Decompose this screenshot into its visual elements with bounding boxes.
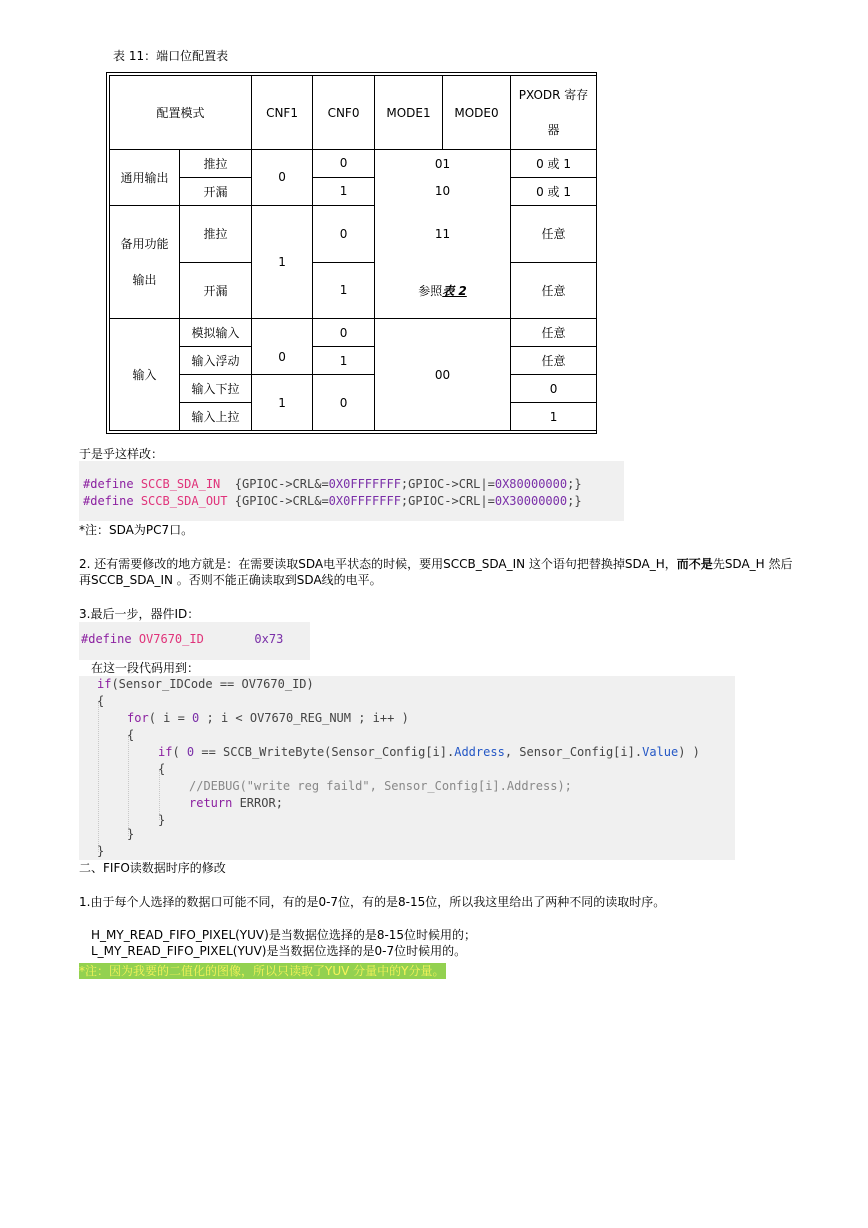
code-text: ;} xyxy=(567,477,582,491)
indent-guide xyxy=(98,702,99,852)
row-open-drain: 开漏 xyxy=(180,177,252,205)
define-keyword: #define xyxy=(81,632,132,646)
cell-cnf1-out: 0 xyxy=(252,150,313,206)
paragraph-2-line1 xyxy=(79,556,793,572)
cell-cnf0-alt-od: 1 xyxy=(313,262,375,319)
code-number: 0 xyxy=(192,711,200,725)
cell-odr-pullup: 1 xyxy=(511,403,597,431)
code-line-sda-in xyxy=(83,476,582,493)
header-mode1: MODE1 xyxy=(375,76,443,150)
code-text: (Sensor_IDCode == OV7670_ID) xyxy=(111,677,314,691)
code-field: Address xyxy=(454,745,505,759)
code-text: ;GPIOC->CRL|= xyxy=(400,477,495,491)
indent-guide xyxy=(128,736,129,836)
cell-cnf1-alt: 1 xyxy=(252,205,313,318)
table-2-link[interactable]: 表 2 xyxy=(442,283,467,298)
device-id-value: 0x73 xyxy=(254,632,284,646)
code-text: == SCCB_WriteByte(Sensor_Config[i]. xyxy=(194,745,455,759)
cell-odr-pulldown: 0 xyxy=(511,375,597,403)
paragraph-3: 3.最后一步，器件ID： xyxy=(79,607,200,621)
code-text: ERROR; xyxy=(232,796,283,810)
code-block-device-id xyxy=(79,622,310,660)
header-mode: 配置模式 xyxy=(110,76,252,150)
cell-cnf0-analog: 0 xyxy=(313,319,375,347)
row-alt-push-pull: 推拉 xyxy=(180,205,252,262)
cell-odr-alt-od: 任意 xyxy=(511,262,597,319)
code-text: ( i = xyxy=(148,711,193,725)
code-block-sda xyxy=(79,461,624,521)
code-keyword: for xyxy=(127,711,149,725)
row-pullup-in: 输入上拉 xyxy=(180,403,252,431)
l-macro-text: L_MY_READ_FIFO_PIXEL(YUV)是当数据位选择的是0-7位时候用的。 xyxy=(91,944,467,958)
port-config-table xyxy=(106,72,597,434)
code-number: 0X0FFFFFFF xyxy=(328,477,401,491)
cell-cnf1-in-b: 1 xyxy=(252,375,313,431)
define-keyword: #define xyxy=(83,494,134,508)
row-analog-in: 模拟输入 xyxy=(180,319,252,347)
cell-cnf0-alt-pp: 0 xyxy=(313,205,375,262)
code-keyword: if xyxy=(158,745,173,759)
code-line-sda-out xyxy=(83,493,582,510)
group-input: 输入 xyxy=(110,319,180,431)
code-text: ;} xyxy=(567,494,582,508)
code-number: 0X30000000 xyxy=(494,494,568,508)
cell-odr-float: 任意 xyxy=(511,347,597,375)
code-field: Value xyxy=(642,745,679,759)
paragraph-2-line2: 再SCCB_SDA_IN 。否则不能正确读取到SDA线的电平。 xyxy=(79,573,382,587)
code-number: 0X0FFFFFFF xyxy=(328,494,401,508)
cell-cnf0-od: 1 xyxy=(313,177,375,205)
code-text: ;GPIOC->CRL|= xyxy=(400,494,495,508)
row-pulldown-in: 输入下拉 xyxy=(180,375,252,403)
code-text: ( xyxy=(172,745,187,759)
cell-cnf0-float: 1 xyxy=(313,347,375,375)
h-macro-text: H_MY_READ_FIFO_PIXEL(YUV)是当数据位选择的是8-15位时候用的； xyxy=(91,928,477,942)
header-pxodr: PXODR 寄存器 xyxy=(511,76,597,150)
code-line-6: { xyxy=(158,762,166,776)
note-sda-port: *注：SDA为PC7口。 xyxy=(79,523,194,537)
code-text: {GPIOC->CRL&= xyxy=(234,477,329,491)
cell-odr-analog: 任意 xyxy=(511,319,597,347)
row-alt-open-drain: 开漏 xyxy=(180,262,252,319)
code-line-7-comment: //DEBUG("write reg faild", Sensor_Config[i].Address); xyxy=(189,779,572,793)
code-text: ) ) xyxy=(678,745,700,759)
header-mode0: MODE0 xyxy=(443,76,511,150)
intro-text: 于是乎这样改： xyxy=(79,447,164,461)
code-block-init xyxy=(79,676,735,860)
note-highlighted: *注：因为我要的二值化的图像，所以只读取了YUV 分量中的Y分量。 xyxy=(79,964,445,978)
macro-sda-out: SCCB_SDA_OUT xyxy=(140,494,228,508)
code-line-9: } xyxy=(158,813,166,827)
section-2-heading: 二、FIFO读数据时序的修改 xyxy=(79,861,226,875)
code-keyword: return xyxy=(189,796,233,810)
code-number: 0 xyxy=(186,745,195,759)
header-cnf0: CNF0 xyxy=(313,76,375,150)
p2-bold: 而不是 xyxy=(676,557,713,571)
code-line-4: { xyxy=(127,728,135,742)
cell-mode-00: 00 xyxy=(375,319,511,431)
code-line-2: { xyxy=(97,694,105,708)
group-general-output: 通用输出 xyxy=(110,150,180,206)
code-number: 0X80000000 xyxy=(494,477,568,491)
cell-mode-01: 01 xyxy=(375,150,511,178)
cell-cnf1-in-a: 0 xyxy=(252,319,313,375)
used-in-text: 在这一段代码用到： xyxy=(91,661,200,675)
cell-odr-od: 0 或 1 xyxy=(511,177,597,205)
row-float-in: 输入浮动 xyxy=(180,347,252,375)
code-text: {GPIOC->CRL&= xyxy=(234,494,329,508)
paragraph-4: 1.由于每个人选择的数据口可能不同，有的是0-7位，有的是8-15位，所以我这里给出了两种不同的读取时序。 xyxy=(79,895,666,909)
cell-cnf0-pp: 0 xyxy=(313,150,375,178)
cell-mode-ref xyxy=(375,262,511,319)
code-line-10: } xyxy=(127,827,135,841)
mode-ref-prefix: 参照 xyxy=(418,283,443,298)
group-alt-output: 备用功能输出 xyxy=(110,205,180,318)
table-caption: 表 11：端口位配置表 xyxy=(113,49,229,63)
cell-mode-10: 10 xyxy=(375,177,511,205)
cell-cnf0-pull: 0 xyxy=(313,375,375,431)
cell-mode-11: 11 xyxy=(375,205,511,262)
code-text: ; i < OV7670_REG_NUM ; i++ ) xyxy=(199,711,409,725)
define-keyword: #define xyxy=(83,477,134,491)
cell-odr-alt-pp: 任意 xyxy=(511,205,597,262)
code-keyword: if xyxy=(97,677,112,691)
code-text: , Sensor_Config[i]. xyxy=(504,745,643,759)
cell-odr-pp: 0 或 1 xyxy=(511,150,597,178)
code-line-3 xyxy=(127,710,409,727)
code-line-11: } xyxy=(97,844,105,858)
p2-text-b: 先SDA_H 然后 xyxy=(712,557,793,571)
row-push-pull: 推拉 xyxy=(180,150,252,178)
code-line-8 xyxy=(189,795,283,812)
header-cnf1: CNF1 xyxy=(252,76,313,150)
code-line-1 xyxy=(97,676,314,693)
code-line-5 xyxy=(158,744,700,761)
macro-ov7670-id: OV7670_ID xyxy=(138,632,204,646)
code-line-device-id xyxy=(81,631,283,648)
macro-sda-in: SCCB_SDA_IN xyxy=(140,477,221,491)
p2-text-a: 2. 还有需要修改的地方就是：在需要读取SDA电平状态的时候，要用SCCB_SDA_IN 这个语句把替换掉SDA_H， xyxy=(79,557,677,571)
